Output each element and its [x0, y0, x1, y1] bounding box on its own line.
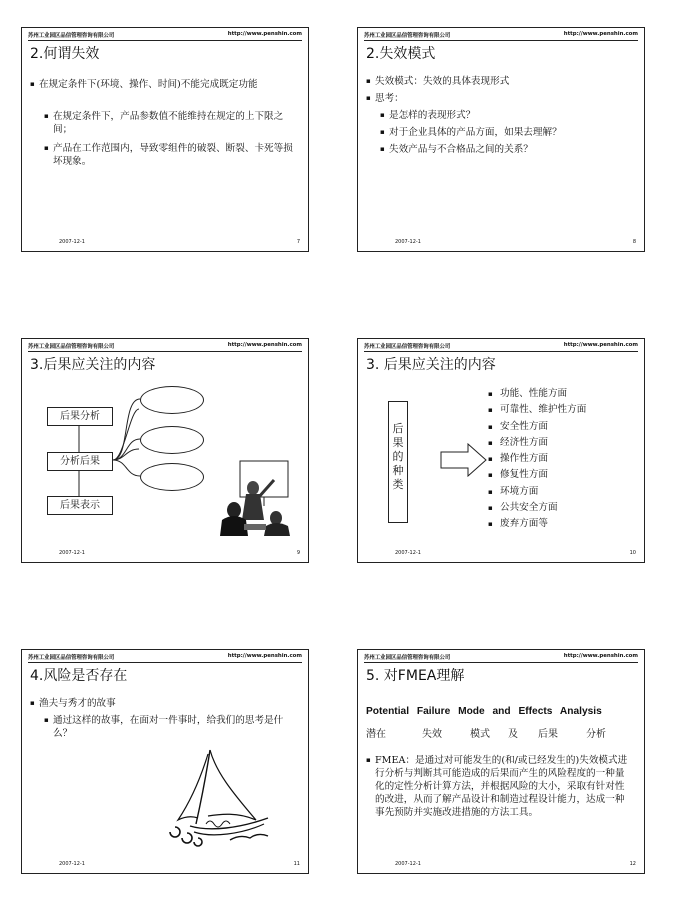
bullet-item: ▪ 渔夫与秀才的故事 [30, 697, 298, 710]
company-name: 苏州工业园区品信管理咨询有限公司 [364, 344, 451, 350]
company-name: 苏州工业园区品信管理咨询有限公司 [28, 655, 115, 661]
slide-header [364, 30, 638, 41]
slide-title: 3. 后果应关注的内容 [366, 357, 496, 373]
slide-header [364, 652, 638, 663]
website-url: http://www.penshin.com [227, 653, 302, 659]
slide-title: 4.风险是否存在 [30, 668, 128, 684]
page-number: 12 [629, 861, 636, 867]
page-number: 7 [296, 239, 300, 245]
slide-date: 2007-12-1 [395, 861, 421, 867]
list-item: ▪ 安全性方面 [488, 419, 548, 435]
arrow-right-icon [440, 443, 488, 477]
list-item: ▪ 可靠性、维护性方面 [488, 402, 586, 418]
company-name: 苏州工业园区品信管理咨询有限公司 [28, 344, 115, 350]
sub-bullet-item: ▪ 对于企业具体的产品方面，如果去理解？ [380, 126, 634, 139]
slide-header [364, 341, 638, 352]
fmea-word: 模式 [470, 729, 490, 740]
fmea-word: 潜在 [366, 729, 386, 740]
company-name: 苏州工业园区品信管理咨询有限公司 [364, 655, 451, 661]
list-item: ▪ 废弃方面等 [488, 516, 548, 532]
vertical-char: 种 [392, 464, 404, 477]
slide-7 [21, 27, 309, 252]
sub-bullet-item: ▪ 产品在工作范围内，导致零组件的破裂、断裂、卡死等损坏现象。 [44, 142, 298, 168]
slide-9 [21, 338, 309, 563]
company-name: 苏州工业园区品信管理咨询有限公司 [364, 33, 451, 39]
sailboat-illustration [160, 746, 280, 848]
sub-bullet-item: ▪ 在规定条件下，产品参数值不能维持在规定的上下限之间； [44, 110, 298, 136]
slide-header [28, 652, 302, 663]
diagram-box: 分析后果 [47, 452, 113, 471]
page-number: 9 [296, 550, 300, 556]
fmea-word: 失效 [422, 729, 442, 740]
slide-12 [357, 649, 645, 874]
slide-date: 2007-12-1 [395, 239, 421, 245]
website-url: http://www.penshin.com [563, 342, 638, 348]
sub-bullet-item: ▪ 是怎样的表现形式？ [380, 109, 634, 122]
list-item: ▪ 功能、性能方面 [488, 386, 567, 402]
list-item: ▪ 环境方面 [488, 484, 538, 500]
vertical-char: 的 [392, 450, 404, 463]
website-url: http://www.penshin.com [563, 653, 638, 659]
page-number: 8 [632, 239, 636, 245]
vertical-label-box [388, 401, 408, 523]
slide-title: 3.后果应关注的内容 [30, 357, 156, 373]
vertical-char: 后 [392, 422, 404, 435]
page-number: 10 [629, 550, 636, 556]
slide-date: 2007-12-1 [59, 861, 85, 867]
slide-date: 2007-12-1 [59, 239, 85, 245]
diagram-box: 后果表示 [47, 496, 113, 515]
sub-bullet-item: ▪ 失效产品与不合格品之间的关系？ [380, 143, 634, 156]
fmea-word: 后果 [538, 729, 558, 740]
bullet-item: ▪ 在规定条件下(环境、操作、时间)不能完成既定功能 [30, 78, 298, 91]
meeting-illustration [218, 458, 294, 538]
list-item: ▪ 经济性方面 [488, 435, 548, 451]
fmea-definition: ▪ FMEA：是通过对可能发生的(和/或已经发生的)失效模式进行分析与判断其可能造成的后果而产生的风险程度的一种量化的定性分析计算方法，并根据风险的大小，采取有针对性的改进，从而了解产品设计和制造过程设计能力，达成一种事先预防并实施改进措施的方法工具。 [366, 754, 634, 819]
slide-header [28, 30, 302, 41]
slide-title: 5. 对FMEA理解 [366, 668, 465, 684]
bullet-item: ▪ 思考： [366, 92, 634, 105]
website-url: http://www.penshin.com [227, 342, 302, 348]
slide-11 [21, 649, 309, 874]
page-number: 11 [293, 861, 300, 867]
bullet-item: ▪ 失效模式：失效的具体表现形式 [366, 75, 634, 88]
diagram-box: 后果分析 [47, 407, 113, 426]
website-url: http://www.penshin.com [563, 31, 638, 37]
slide-title: 2.失效模式 [366, 46, 436, 62]
slide-title: 2.何谓失效 [30, 46, 100, 62]
company-name: 苏州工业园区品信管理咨询有限公司 [28, 33, 115, 39]
slide-date: 2007-12-1 [395, 550, 421, 556]
list-item: ▪ 公共安全方面 [488, 500, 558, 516]
list-item: ▪ 操作性方面 [488, 451, 548, 467]
fmea-word: 分析 [586, 729, 606, 740]
slide-date: 2007-12-1 [59, 550, 85, 556]
slide-8 [357, 27, 645, 252]
sub-bullet-item: ▪ 通过这样的故事，在面对一件事时，给我们的思考是什么？ [44, 714, 298, 740]
fmea-english-phrase: Potential Failure Mode and Effects Analysis [366, 706, 602, 717]
fmea-word: 及 [508, 729, 518, 740]
slide-10 [357, 338, 645, 563]
vertical-char: 类 [392, 478, 404, 491]
vertical-char: 果 [392, 436, 404, 449]
website-url: http://www.penshin.com [227, 31, 302, 37]
list-item: ▪ 修复性方面 [488, 467, 548, 483]
